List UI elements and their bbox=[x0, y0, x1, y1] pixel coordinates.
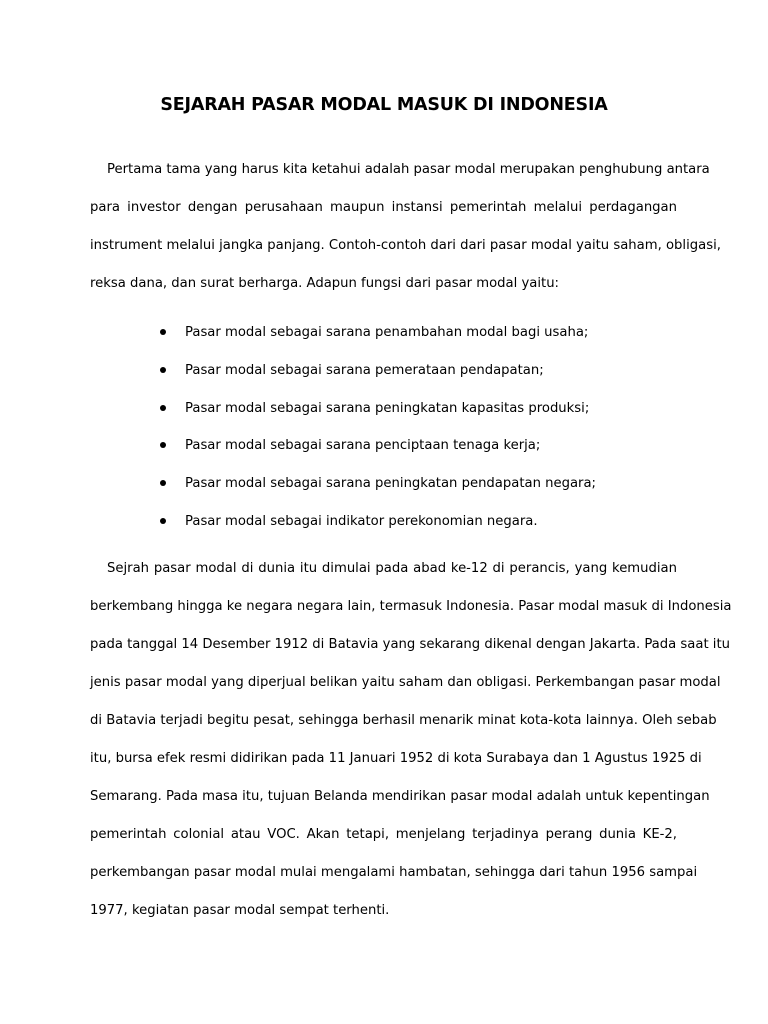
bullet-icon bbox=[160, 329, 166, 335]
paragraph-line: perkembangan pasar modal mulai mengalami hambatan, sehingga dari tahun 1956 sampai bbox=[90, 865, 698, 880]
intro-paragraph bbox=[90, 151, 721, 303]
list-item bbox=[0, 352, 768, 390]
list-item-text: Pasar modal sebagai indikator perekonomian negara. bbox=[185, 513, 538, 529]
paragraph-line: Pertama tama yang harus kita ketahui adalah pasar modal merupakan penghubung antara bbox=[107, 162, 710, 177]
paragraph-line: jenis pasar modal yang diperjual belikan yaitu saham dan obligasi. Perkembangan pasar modal bbox=[90, 675, 721, 690]
list-item bbox=[0, 465, 768, 503]
paragraph-line: Sejrah pasar modal di dunia itu dimulai pada abad ke-12 di perancis, yang kemudian bbox=[107, 561, 677, 576]
paragraph-line: para investor dengan perusahaan maupun instansi pemerintah melalui perdagangan bbox=[90, 200, 677, 215]
paragraph-line: instrument melalui jangka panjang. Contoh-contoh dari dari pasar modal yaitu saham, obligasi, bbox=[90, 238, 721, 253]
paragraph-line: reksa dana, dan surat berharga. Adapun fungsi dari pasar modal yaitu: bbox=[90, 276, 560, 291]
list-item bbox=[0, 390, 768, 428]
document-title: SEJARAH PASAR MODAL MASUK DI INDONESIA bbox=[160, 95, 608, 115]
bullet-icon bbox=[160, 405, 166, 411]
list-item-text: Pasar modal sebagai sarana peningkatan kapasitas produksi; bbox=[185, 400, 590, 416]
paragraph-line: pada tanggal 14 Desember 1912 di Batavia yang sekarang dikenal dengan Jakarta. Pada saat itu bbox=[90, 637, 730, 652]
bullet-icon bbox=[160, 442, 166, 448]
list-item bbox=[0, 314, 768, 352]
list-item-text: Pasar modal sebagai sarana peningkatan pendapatan negara; bbox=[185, 476, 597, 492]
paragraph-line: itu, bursa efek resmi didirikan pada 11 Januari 1952 di kota Surabaya dan 1 Agustus 1925 di bbox=[90, 751, 702, 766]
paragraph-line: pemerintah colonial atau VOC. Akan tetapi, menjelang terjadinya perang dunia KE-2, bbox=[90, 827, 677, 842]
bullet-icon bbox=[160, 480, 166, 486]
function-list bbox=[0, 314, 768, 541]
list-item-text: Pasar modal sebagai sarana pemerataan pendapatan; bbox=[185, 362, 544, 378]
list-item-text: Pasar modal sebagai sarana penciptaan tenaga kerja; bbox=[185, 438, 541, 454]
list-item bbox=[0, 427, 768, 465]
bullet-icon bbox=[160, 518, 166, 524]
paragraph-line: di Batavia terjadi begitu pesat, sehingga berhasil menarik minat kota-kota lainnya. Oleh sebab bbox=[90, 713, 717, 728]
paragraph-line: Semarang. Pada masa itu, tujuan Belanda mendirikan pasar modal adalah untuk kepentingan bbox=[90, 789, 710, 804]
list-item-text: Pasar modal sebagai sarana penambahan modal bagi usaha; bbox=[185, 325, 589, 340]
bullet-icon bbox=[160, 367, 166, 373]
paragraph-line: 1977, kegiatan pasar modal sempat terhenti. bbox=[90, 903, 390, 918]
paragraph-line: berkembang hingga ke negara negara lain, termasuk Indonesia. Pasar modal masuk di Indonesia bbox=[90, 599, 732, 614]
list-item bbox=[0, 503, 768, 541]
history-paragraph bbox=[90, 550, 732, 930]
